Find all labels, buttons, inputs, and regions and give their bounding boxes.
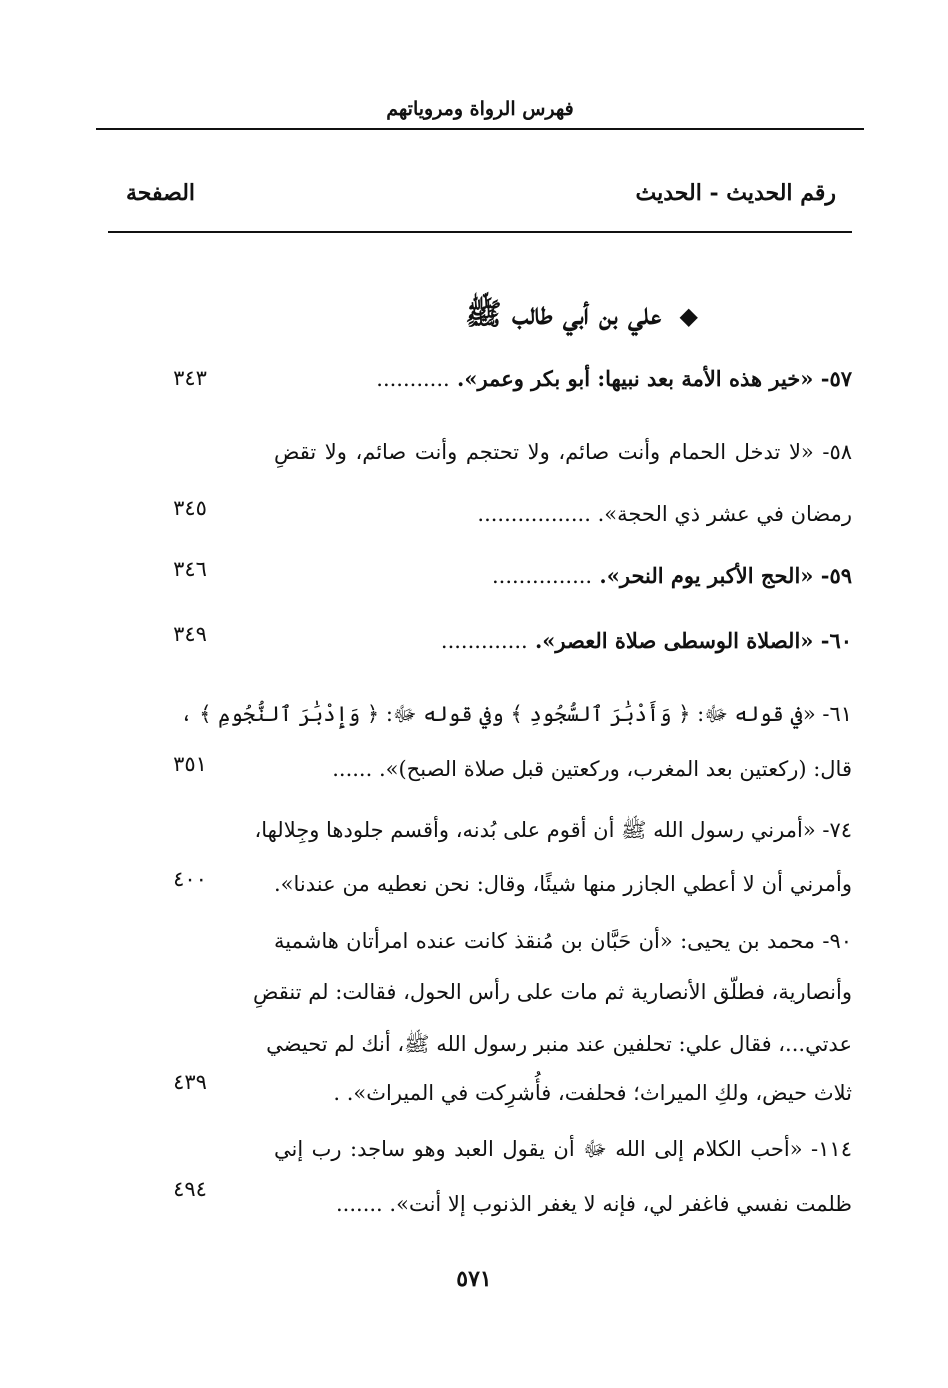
entry-90-line-3: عدتي...، فقال علي: تحلفين عند منبر رسول الله ﷺ، أنك لم تحيضي [266,1032,852,1056]
entry-58-page: ٣٤٥ [173,496,207,520]
running-title: فهرس الرواة ومروياتهم [386,98,574,120]
column-heading-page: الصفحة [126,180,196,206]
column-heading-hadith: رقم الحديث - الحديث [635,180,836,206]
leader-dots: ............... [491,564,593,588]
leader-dots: ................. [477,502,591,526]
diamond-icon: ◆ [679,301,698,330]
section-title-text: علي بن أبي طالب ﷺ [465,297,662,332]
entry-90-page: ٤٣٩ [173,1070,207,1094]
leader-dots: ...... [332,757,373,781]
entry-90-line-1: ٩٠- محمد بن يحيى: «أن حَبَّان بن مُنقذ كانت عنده امرأتان هاشمية [274,929,852,953]
entry-90-line-4: ثلاث حيض، ولكِ الميراث؛ فحلفت، فأُشرِكت في الميراث». . [333,1081,852,1105]
entry-57-line-1: ٥٧- «خير هذه الأمة بعد نبيها: أبو بكر وعمر». ........... [376,366,852,391]
entry-58-line-2: رمضان في عشر ذي الحجة». ................. [477,502,852,526]
section-title [465,296,698,339]
entry-74-line-2: وأمرني أن لا أعطي الجازر منها شيئًا، وقال: نحن نعطيه من عندنا». [274,872,852,896]
entry-74-line-1: ٧٤- «أمرني رسول الله ﷺ أن أقوم على بُدنه، وأقسم جلودها وجِلالها، [254,818,852,842]
leader-dots: ........... [376,367,450,391]
entry-61-page: ٣٥١ [173,752,207,776]
entry-60-line-1: ٦٠- «الصلاة الوسطى صلاة العصر». ............. [440,628,852,653]
entry-60-page: ٣٤٩ [173,622,207,646]
header-rule [96,128,864,130]
entry-61-line-2: قال: (ركعتين بعد المغرب، وركعتين قبل صلاة الصبح)». ...... [332,757,852,781]
entry-59-page: ٣٤٦ [173,557,207,581]
entry-114-page: ٤٩٤ [173,1177,207,1201]
leader-dots: ............. [440,629,528,653]
column-heading-rule [108,231,852,233]
entry-59-line-1: ٥٩- «الحج الأكبر يوم النحر». ............... [491,563,852,588]
entry-57-page: ٣٤٣ [173,366,207,390]
entry-74-page: ٤٠٠ [173,867,207,891]
entry-90-line-2: وأنصارية، فطلّق الأنصارية ثم مات على رأس الحول، فقالت: لم تنقضِ [252,980,852,1004]
entry-114-line-1: ١١٤- «أحب الكلام إلى الله ﷻ أن يقول العبد وهو ساجد: رب إني [274,1137,852,1161]
page-number: ٥٧١ [456,1266,492,1292]
entry-114-line-2: ظلمت نفسي فاغفر لي، فإنه لا يغفر الذنوب إلا أنت». ....... [336,1192,852,1216]
entry-58-line-1: ٥٨- «لا تدخل الحمام وأنت صائم، ولا تحتجم وأنت صائم، ولا تقضِ [274,440,852,464]
entry-61-line-1: ٦١- «في قوله ﷻ: ﴿ وَأَدْبَٰرَ ٱلسُّجُودِ ﴾ وفي قوله ﷻ: ﴿ وَإِدْبَٰرَ ٱلنُّجُومِ ﴾ ، [180,702,852,726]
leader-dots: ....... [336,1192,383,1216]
leader-dots: . [333,1081,341,1105]
